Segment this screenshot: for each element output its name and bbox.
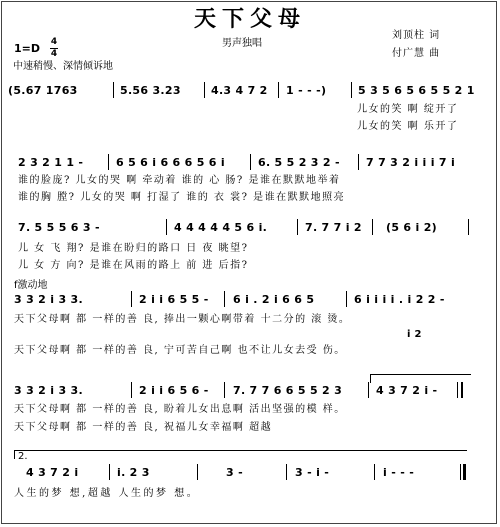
measure: 6 5 6 i 6 6 6 5 6 i (116, 156, 225, 169)
measure: 1 - - -) (286, 84, 327, 97)
time-signature-top: 4 (50, 37, 58, 47)
barline (250, 154, 251, 170)
measure: 4 3 7 2 i - (376, 384, 438, 397)
barline (372, 219, 373, 235)
lyric-line-1: 儿女的笑 啊 绽开了 (357, 104, 459, 115)
key-signature: 1=D (14, 42, 41, 55)
barline (374, 464, 375, 480)
measure: 4 4 4 4 4 5 6 i. (174, 221, 268, 234)
barline (197, 464, 198, 480)
tempo-marking: 中速稍慢、深情倾诉地 (13, 61, 113, 72)
barline (468, 219, 469, 235)
barline (346, 291, 347, 307)
lyric-line-2: 儿女的笑 啊 乐开了 (357, 121, 459, 132)
barline (351, 82, 352, 98)
lyric-line-1: 天下父母啊 都 一样的善 良, 盼着儿女出息啊 活出坚强的模 样。 (14, 404, 346, 415)
repeat-barline (461, 382, 463, 398)
measure: 2 3 2 1 1 - (18, 156, 84, 169)
song-title: 天下父母 (193, 6, 306, 32)
repeat-barline (457, 382, 458, 398)
measure: 6 i . 2 i 6 6 5 (233, 293, 315, 306)
measure: i. 2 3 (117, 466, 150, 479)
performance-note: 男声独唱 (222, 38, 262, 49)
final-barline (463, 464, 466, 480)
composer-credit: 付广慧 曲 (392, 48, 441, 59)
measure: 3 3 2 i 3 3. (14, 384, 83, 397)
measure: 6. 5 5 2 3 2 - (258, 156, 340, 169)
barline (204, 82, 205, 98)
volta-number: 2. (18, 451, 28, 462)
barline (224, 291, 225, 307)
barline (297, 219, 298, 235)
volta-bracket (370, 374, 471, 383)
measure: 5.56 3.23 (120, 84, 181, 97)
barline (131, 291, 132, 307)
measure: 3 - (226, 466, 243, 479)
measure: 2 i i 6 5 5 - (139, 293, 209, 306)
measure: (5 6 i 2) (386, 221, 437, 234)
barline (278, 82, 279, 98)
measure: 7. 7 7 6 6 5 5 2 3 (233, 384, 343, 397)
barline (358, 154, 359, 170)
barline (108, 154, 109, 170)
alternate-notes: i 2 (407, 329, 422, 340)
lyricist-credit: 刘顶柱 词 (392, 30, 441, 41)
barline (166, 219, 167, 235)
measure: 3 - i - (295, 466, 330, 479)
measure: 4 3 7 2 i (26, 466, 79, 479)
barline (286, 464, 287, 480)
measure: i - - - (383, 466, 415, 479)
barline (109, 464, 110, 480)
measure: 6 i i i i . i 2 2 - (354, 293, 445, 306)
barline (224, 382, 225, 398)
measure: 7. 5 5 5 6 3 - (18, 221, 100, 234)
lyric-line-1: 儿 女 飞 翔? 是谁在盼归的路口 日 夜 眺望? (18, 243, 249, 254)
measure: (5.67 1763 (8, 84, 78, 97)
volta-bracket (14, 450, 467, 459)
measure: 5 3 5 6 5 6 5 5 2 1 (358, 84, 475, 97)
dynamic-marking: f激动地 (14, 280, 48, 291)
lyric-line-2: 天下父母啊 都 一样的善 良, 祝福儿女幸福啊 超越 (14, 422, 273, 433)
lyric-line-1: 天下父母啊 都 一样的善 良, 捧出一颗心啊带着 十二分的 滚 烫。 (14, 314, 351, 325)
lyric-line-1: 谁的脸庞? 儿女的哭 啊 牵动着 谁的 心 肠? 是谁在默默地举着 (18, 175, 341, 186)
lyric-line-1: 人生的梦 想,超越 人生的梦 想。 (14, 488, 200, 499)
time-signature (50, 38, 58, 59)
lyric-line-2: 天下父母啊 都 一样的善 良, 宁可苦自己啊 也不让儿女去受 伤。 (14, 345, 346, 356)
measure: 7 7 3 2 i i i 7 i (366, 156, 456, 169)
lyric-line-2: 儿 女 方 向? 是谁在风雨的路上 前 进 后指? (18, 260, 249, 271)
barline (131, 382, 132, 398)
measure: 3 3 2 i 3 3. (14, 293, 83, 306)
measure: 2 i i 6 5 6 - (139, 384, 209, 397)
final-barline (460, 464, 461, 480)
lyric-line-2: 谁的胸 膛? 儿女的哭 啊 打湿了 谁的 衣 裳? 是谁在默默地照亮 (18, 192, 346, 203)
measure: 7. 7 7 i 2 (305, 221, 362, 234)
time-signature-bottom: 4 (50, 49, 58, 59)
measure: 4.3 4 7 2 (211, 84, 268, 97)
barline (113, 82, 114, 98)
barline (368, 382, 369, 398)
